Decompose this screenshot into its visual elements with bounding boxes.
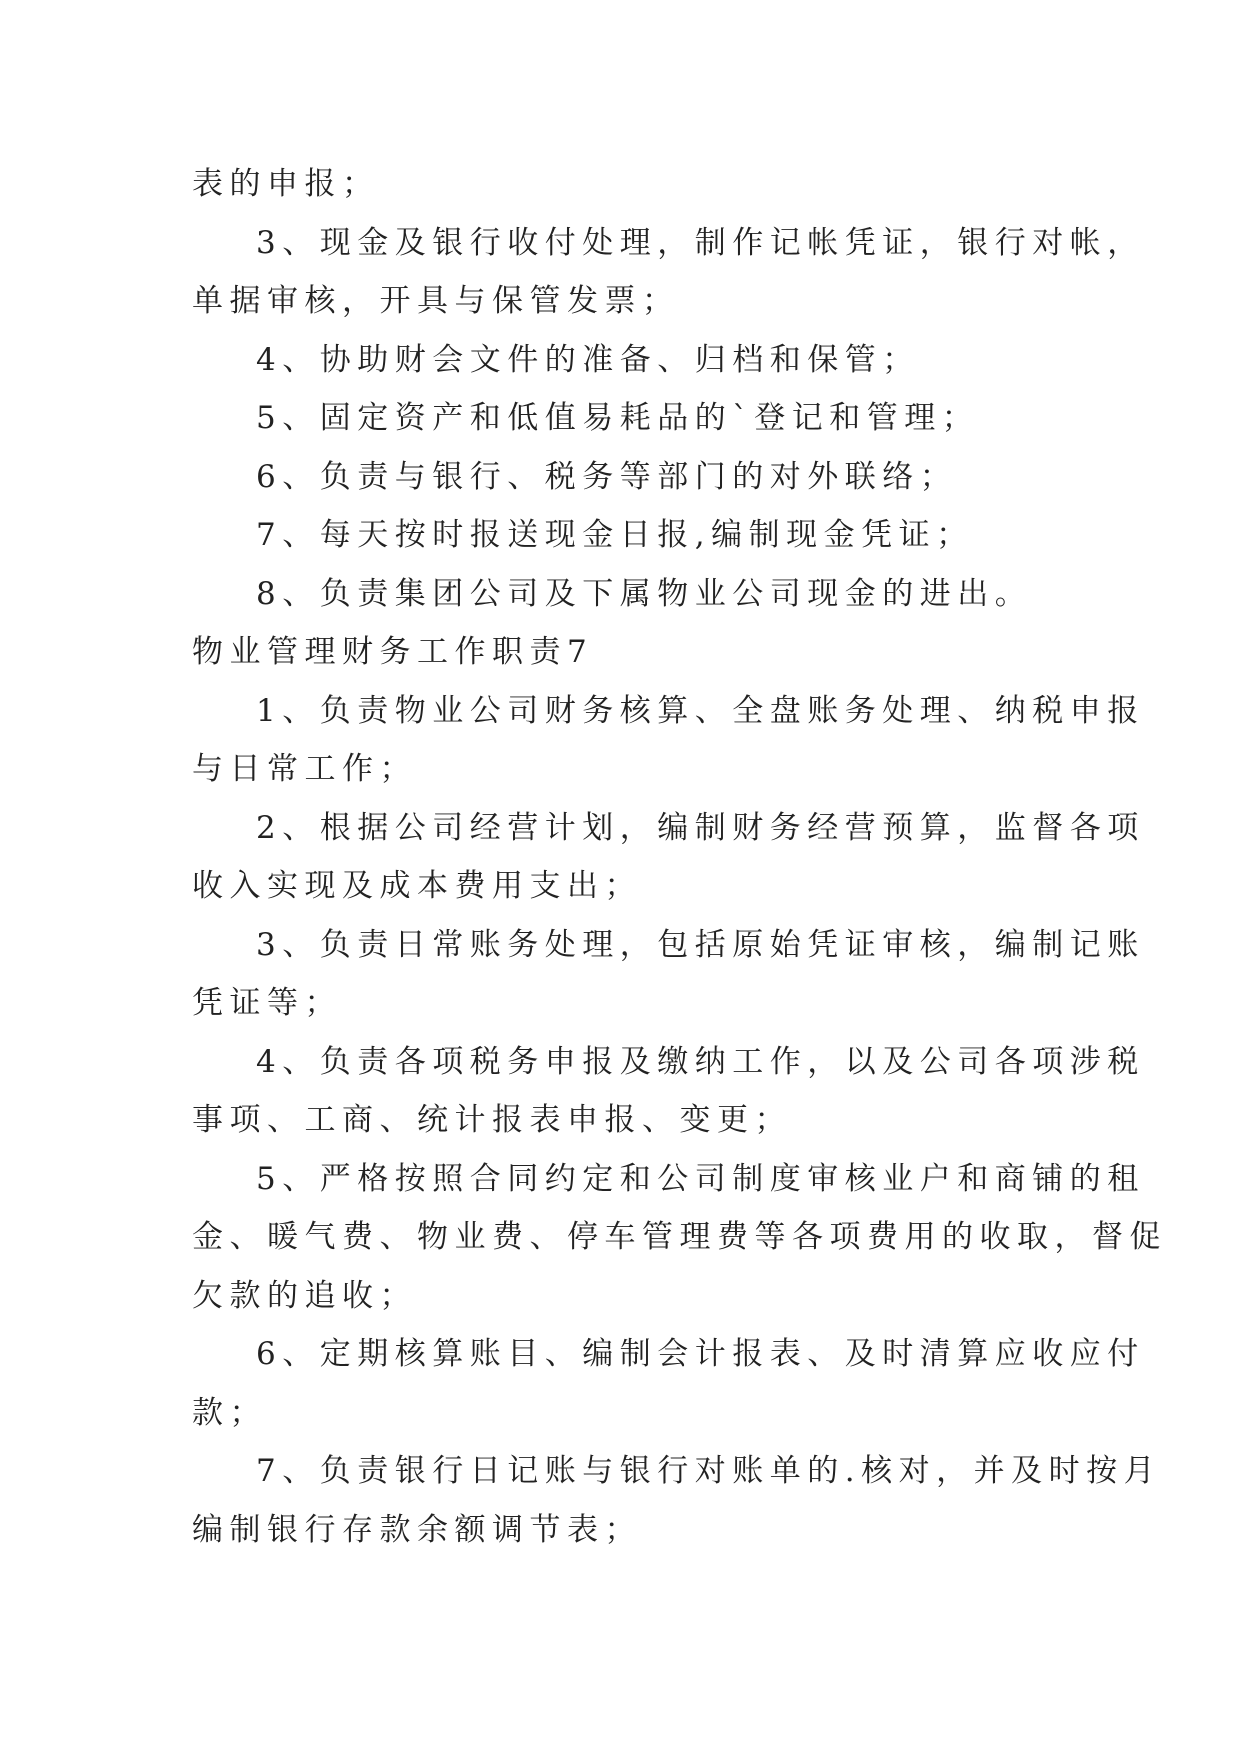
text-line: 收入实现及成本费用支出； [192,868,642,904]
text-line: 3、现金及银行收付处理，制作记帐凭证，银行对帐， [256,224,1145,261]
text-line: 与日常工作； [192,751,417,787]
text-line: 款； [192,1394,267,1431]
text-line: 8、负责集团公司及下属物业公司现金的进出。 [256,575,1033,612]
text-line: 6、定期核算账目、编制会计报表、及时清算应收应付 [256,1336,1145,1372]
text-line: 欠款的追收； [192,1277,417,1314]
text-line: 事项、工商、统计报表申报、变更； [192,1102,792,1138]
text-line: 5、固定资产和低值易耗品的`登记和管理； [256,400,980,436]
text-line: 金、暖气费、物业费、停车管理费等各项费用的收取，督促 [192,1219,1167,1255]
text-line: 表的申报； [192,166,380,202]
text-line: 6、负责与银行、税务等部门的对外联络； [256,458,958,495]
text-line: 单据审核，开具与保管发票； [192,283,680,319]
text-line: 7、负责银行日记账与银行对账单的.核对，并及时按月 [256,1453,1162,1489]
text-line: 凭证等； [192,985,342,1021]
text-line: 2、根据公司经营计划，编制财务经营预算，监督各项 [256,809,1145,846]
text-line: 1、负责物业公司财务核算、全盘账务处理、纳税申报 [256,692,1145,729]
text-line: 7、每天按时报送现金日报,编制现金凭证； [256,517,974,553]
text-line: 4、协助财会文件的准备、归档和保管； [256,341,920,378]
text-line: 3、负责日常账务处理，包括原始凭证审核，编制记账 [256,926,1145,963]
text-line: 5、严格按照合同约定和公司制度审核业户和商铺的租 [256,1160,1145,1197]
text-line: 编制银行存款余额调节表； [192,1511,642,1548]
text-line: 4、负责各项税务申报及缴纳工作，以及公司各项涉税 [256,1043,1145,1080]
document-body [192,155,1167,1559]
section-heading: 物业管理财务工作职责7 [192,634,594,670]
